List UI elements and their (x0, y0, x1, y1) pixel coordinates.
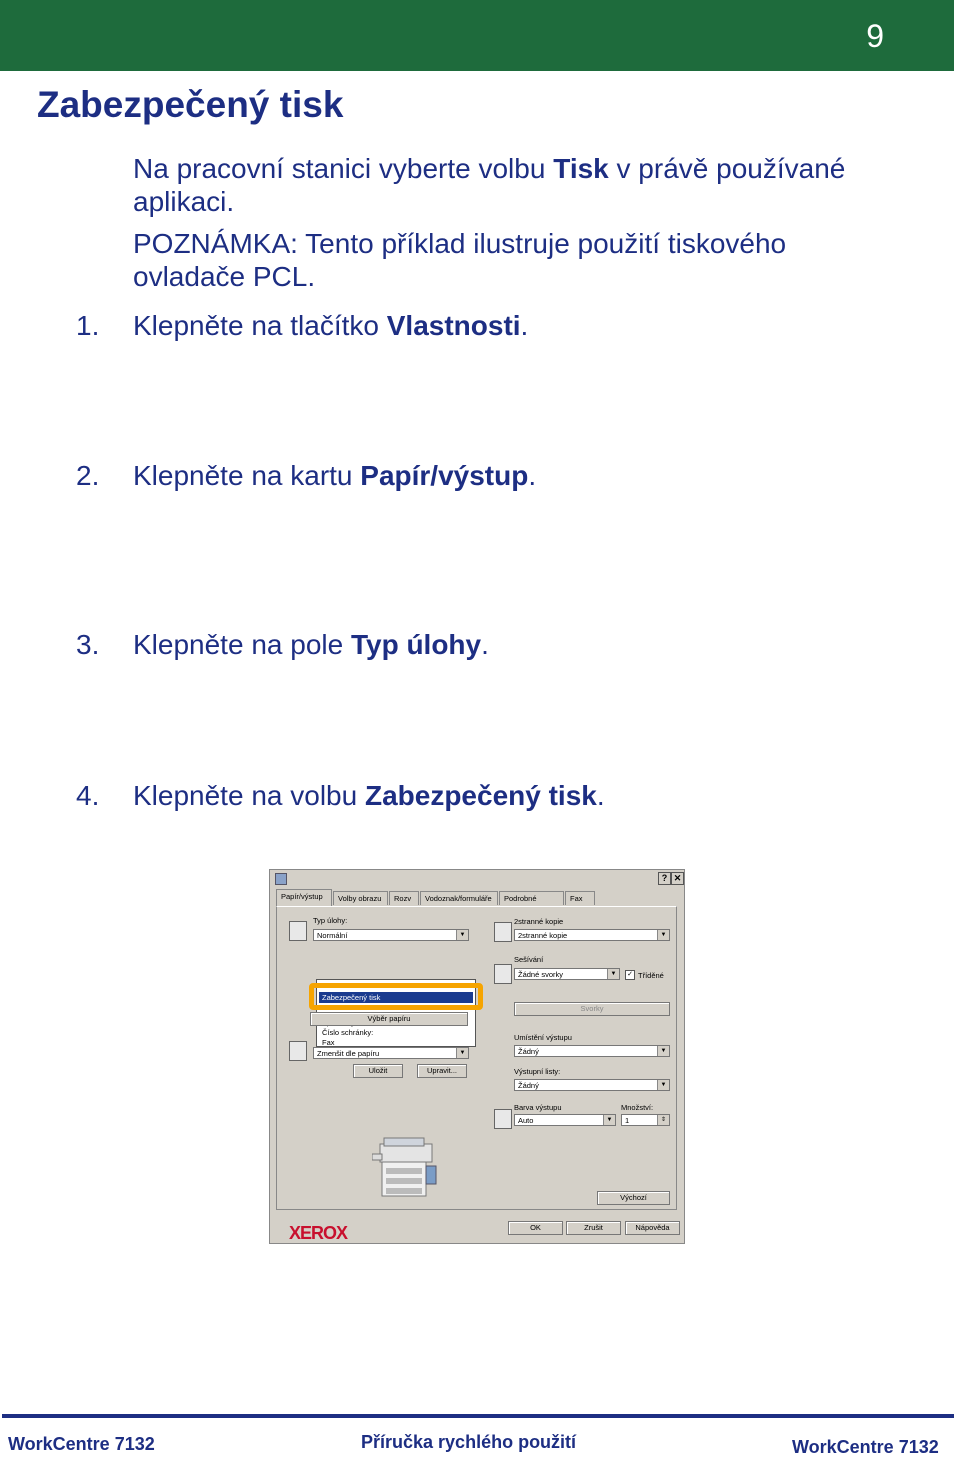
step-4-number: 4. (76, 780, 100, 811)
help-button[interactable]: Nápověda (625, 1221, 680, 1235)
duplex-value: 2stranné kopie (518, 931, 568, 940)
collated-checkbox[interactable]: ✓ (625, 970, 635, 980)
chevron-down-icon: ▼ (657, 1080, 669, 1090)
tab-image-options[interactable]: Volby obrazu (333, 891, 388, 905)
header-bar (0, 0, 954, 71)
step-2-number: 2. (76, 460, 100, 491)
color-label: Barva výstupu (514, 1103, 562, 1112)
note-paragraph: POZNÁMKA: Tento příklad ilustruje použití tiskového ovladače PCL. (133, 228, 787, 292)
duplex-icon (494, 922, 512, 942)
job-option-fax[interactable]: Fax (322, 1038, 335, 1047)
ok-button[interactable]: OK (508, 1221, 563, 1235)
cancel-button[interactable]: Zrušit (566, 1221, 621, 1235)
output-location-value: Žádný (518, 1047, 539, 1056)
footer-divider (2, 1414, 954, 1418)
edit-button[interactable]: Upravit... (417, 1064, 467, 1078)
intro-text: Na pracovní stanici vyberte volbu (133, 153, 554, 184)
quantity-label: Množství: (621, 1103, 654, 1112)
stapling-icon (494, 964, 512, 984)
footer-right: WorkCentre 7132 (792, 1437, 939, 1457)
job-option-mailbox[interactable]: Číslo schránky: (322, 1028, 374, 1037)
intro-paragraph (133, 152, 893, 218)
paper-select-button[interactable]: Výběr papíru (310, 1012, 468, 1026)
output-sheets-value: Žádný (518, 1081, 539, 1090)
chevron-down-icon: ▼ (603, 1115, 615, 1125)
spinner-icon: ⇕ (657, 1115, 669, 1125)
stapling-label: Sešívání (514, 955, 544, 964)
collated-label: Tříděné (638, 971, 664, 980)
reduce-select[interactable] (313, 1047, 469, 1059)
quantity-stepper[interactable] (621, 1114, 670, 1126)
footer-center: Příručka rychlého použití (361, 1432, 577, 1452)
chevron-down-icon: ▼ (657, 1046, 669, 1056)
quantity-value: 1 (625, 1116, 630, 1125)
duplex-select[interactable] (514, 929, 670, 941)
stapling-select[interactable] (514, 968, 620, 980)
dialog-titlebar (270, 870, 684, 886)
staples-button[interactable]: Svorky (514, 1002, 670, 1016)
step-1-number: 1. (76, 310, 100, 341)
footer-left: WorkCentre 7132 (8, 1434, 155, 1454)
printer-illustration (372, 1132, 442, 1202)
chevron-down-icon: ▼ (456, 1048, 468, 1058)
reduce-icon (289, 1041, 307, 1061)
chevron-down-icon: ▼ (607, 969, 619, 979)
tab-layout[interactable]: Rozv (389, 891, 419, 905)
output-sheets-select[interactable] (514, 1079, 670, 1091)
xerox-logo: XEROX (289, 1223, 348, 1243)
step-3-text: Klepněte na pole Typ úlohy. (133, 629, 489, 660)
stapling-value: Žádné svorky (518, 970, 564, 979)
job-type-select[interactable] (313, 929, 469, 941)
tab-advanced[interactable]: Podrobné (499, 891, 564, 905)
help-question-icon[interactable]: ? (658, 872, 671, 885)
save-button[interactable]: Uložit (353, 1064, 403, 1078)
duplex-label: 2stranné kopie (514, 917, 564, 926)
printer-properties-dialog (269, 869, 685, 1244)
color-select[interactable] (514, 1114, 616, 1126)
job-type-value: Normální (317, 931, 348, 940)
page-number: 9 (866, 18, 884, 54)
selection-highlight (309, 983, 483, 1010)
tab-fax[interactable]: Fax (565, 891, 595, 905)
job-type-label: Typ úlohy: (313, 916, 348, 925)
output-location-select[interactable] (514, 1045, 670, 1057)
intro-text-end: v právě používané aplikaci. (133, 153, 846, 217)
output-sheets-label: Výstupní listy: (514, 1067, 561, 1076)
job-type-icon (289, 921, 307, 941)
step-4-text: Klepněte na volbu Zabezpečený tisk. (133, 780, 605, 811)
step-3-number: 3. (76, 629, 100, 660)
printer-app-icon (275, 873, 287, 885)
tab-paper-output[interactable]: Papír/výstup (276, 889, 332, 906)
chevron-down-icon: ▼ (456, 930, 468, 940)
defaults-button[interactable]: Výchozí (597, 1191, 670, 1205)
intro-bold: Tisk (553, 153, 609, 184)
chevron-down-icon: ▼ (657, 930, 669, 940)
step-1-text: Klepněte na tlačítko Vlastnosti. (133, 310, 529, 341)
job-option-secure-print[interactable]: Zabezpečený tisk (319, 992, 473, 1003)
page-title: Zabezpečený tisk (37, 84, 344, 125)
reduce-value: Zmenšit dle papíru (317, 1049, 380, 1058)
tab-watermark[interactable]: Vodoznak/formuláře (420, 891, 498, 905)
close-icon[interactable]: ✕ (671, 872, 684, 885)
color-value: Auto (518, 1116, 534, 1125)
color-icon (494, 1109, 512, 1129)
output-location-label: Umístění výstupu (514, 1033, 572, 1042)
step-2-text: Klepněte na kartu Papír/výstup. (133, 460, 537, 491)
